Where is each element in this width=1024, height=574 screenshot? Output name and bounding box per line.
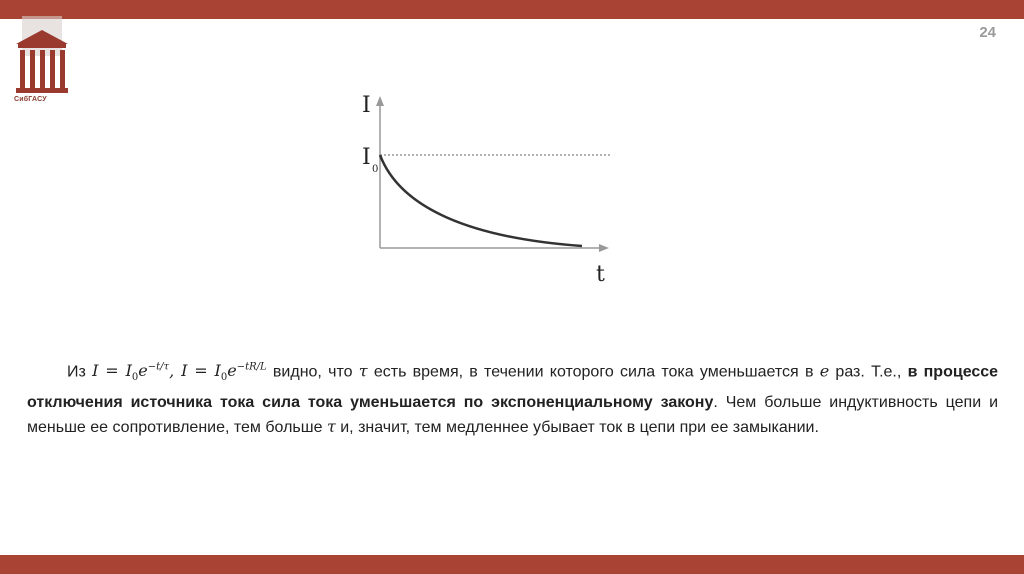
text-p2-end: и, значит, тем медленнее убывает ток в цепи при ее замыкании. bbox=[335, 418, 819, 436]
logo-caption: СибГАСУ bbox=[14, 96, 47, 103]
x-axis-arrow bbox=[599, 244, 609, 252]
text-end: раз. Т.е., bbox=[829, 363, 908, 381]
bold-statement: в процессе отключения источника тока сила тока уменьшается по экспоненциальному закону bbox=[27, 363, 999, 411]
building-icon bbox=[8, 14, 76, 96]
text-prefix: Из bbox=[67, 363, 93, 381]
formula-1: $I = I_0e^{-t/\tau}$ bbox=[92, 361, 170, 384]
decay-curve bbox=[380, 155, 582, 246]
text-p2-start: . Чем больше индуктивность цепи и меньше ее сопротивление, тем больше bbox=[27, 393, 999, 436]
e-symbol: e bbox=[819, 361, 830, 381]
tau-symbol: τ bbox=[358, 361, 368, 381]
bottom-accent-bar bbox=[0, 555, 1024, 574]
formula-2: $I = I_0e^{-tR/L}$ bbox=[181, 361, 267, 384]
i0-label: I bbox=[362, 145, 371, 170]
i0-subscript: 0 bbox=[372, 164, 379, 175]
top-accent-bar bbox=[0, 0, 1024, 19]
tau-symbol-2: τ bbox=[326, 416, 336, 436]
body-text bbox=[27, 356, 998, 440]
text-mid: видно, что bbox=[266, 363, 359, 381]
page-number: 24 bbox=[979, 24, 996, 41]
formula-separator: , bbox=[169, 361, 182, 381]
text-rest: есть время, в течении которого сила тока уменьшается в bbox=[367, 363, 820, 381]
y-axis-arrow bbox=[376, 96, 384, 106]
current-decay-figure bbox=[350, 88, 630, 298]
axis-x-label: t bbox=[596, 262, 605, 287]
axis-y-label: I bbox=[362, 93, 371, 118]
